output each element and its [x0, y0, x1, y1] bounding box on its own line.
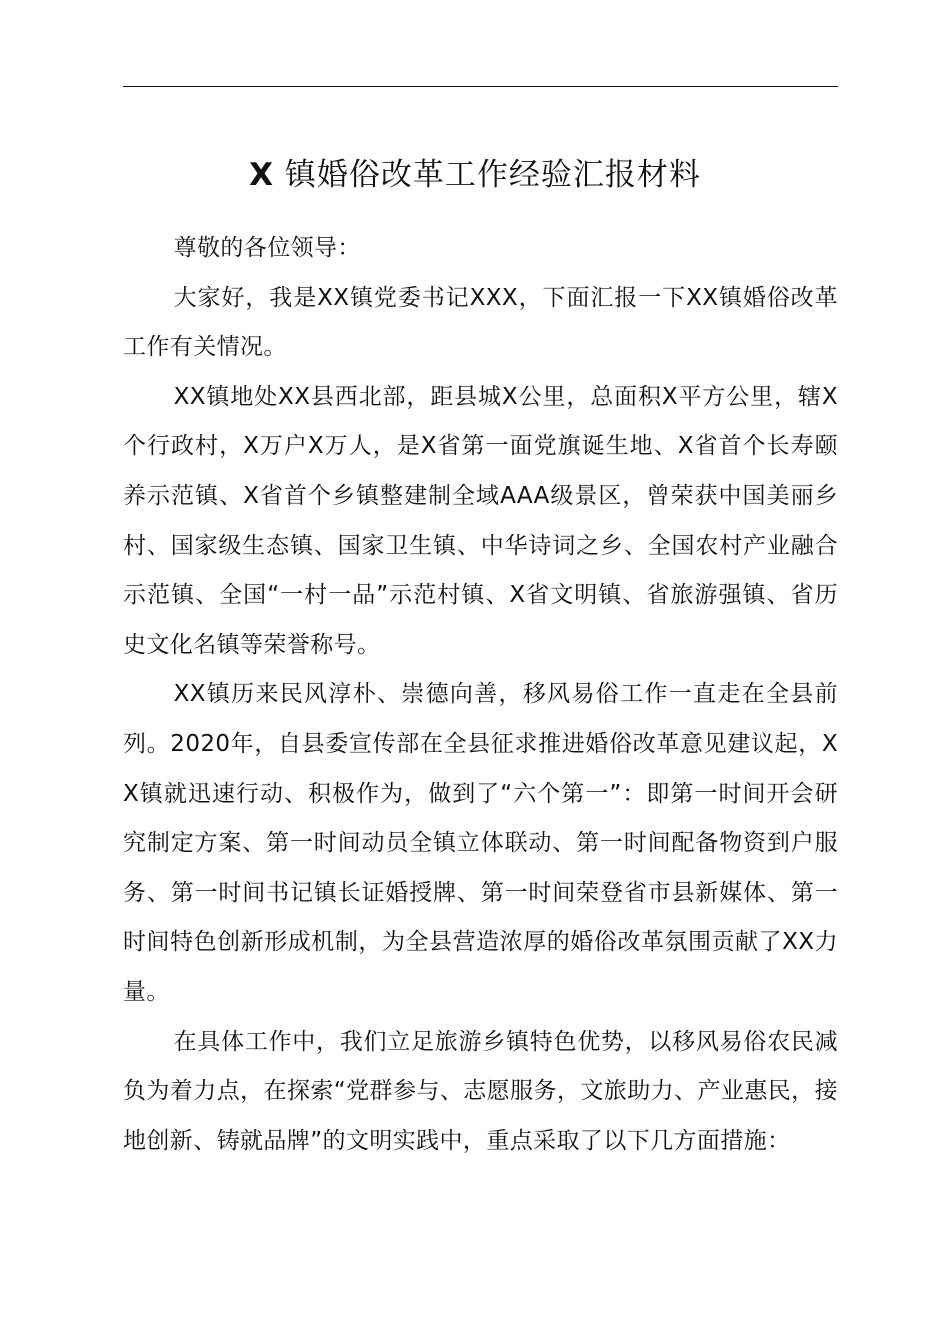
paragraph-six-firsts: XX镇历来民风淳朴、崇德向善，移风易俗工作一直走在全县前列。2020年，自县委宣传部在全县征求推进婚俗改革意见建议起，XX镇就迅速行动、积极作为，做到了“六个第一”：即第一时间开会研究制定方案、第一时间动员全镇立体联动、第一时间配备物资到户服务、第一时间书记镇长证婚授牌、第一时间荣登省市县新媒体、第一时间特色创新形成机制，为全县营造浓厚的婚俗改革氛围贡献了XX力量。	[123, 681, 838, 1005]
paragraph-measures: 在具体工作中，我们立足旅游乡镇特色优势，以移风易俗农民减负为着力点，在探索“党群参与、志愿服务，文旅助力、产业惠民，接地创新、铸就品牌”的文明实践中，重点采取了以下几方面措施：	[123, 1028, 838, 1154]
title-main: 镇婚俗改革工作经验汇报材料	[284, 157, 701, 193]
title-prefix: X	[249, 157, 275, 193]
salutation: 尊敬的各位领导：	[173, 235, 361, 261]
paragraph-intro: 大家好，我是XX镇党委书记XXX，下面汇报一下XX镇婚俗改革工作有关情况。	[123, 284, 838, 361]
paragraph-town-overview: XX镇地处XX县西北部，距县城X公里，总面积X平方公里，辖X个行政村，X万户X万人，是X省第一面党旗诞生地、X省首个长寿颐养示范镇、X省首个乡镇整建制全域AAA级景区，曾荣获中国美丽乡村、国家级生态镇、国家卫生镇、中华诗词之乡、全国农村产业融合示范镇、全国“一村一品”示范村镇、X省文明镇、省旅游强镇、省历史文化名镇等荣誉称号。	[123, 383, 838, 658]
document-body	[123, 224, 838, 1166]
document-title	[0, 150, 950, 200]
header-rule	[123, 86, 838, 87]
